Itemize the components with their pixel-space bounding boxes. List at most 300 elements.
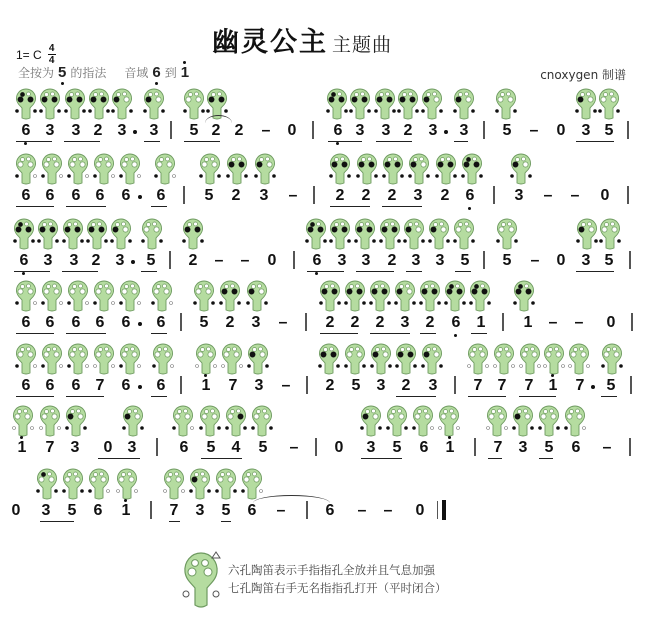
score-line-6 xyxy=(0,405,648,467)
ocarina-fingering-icon xyxy=(11,405,35,437)
ocarina-fingering-icon xyxy=(214,468,238,500)
ocarina-fingering-icon xyxy=(181,218,205,250)
ocarina-fingering-icon xyxy=(353,218,377,250)
note: 6 xyxy=(21,377,31,394)
ocarina-fingering-icon xyxy=(66,280,90,312)
ocarina-fingering-icon xyxy=(151,343,175,375)
ocarina-fingering-icon xyxy=(110,88,134,120)
ocarina-fingering-icon xyxy=(109,218,133,250)
note: 6 xyxy=(71,187,81,204)
score-line-5 xyxy=(0,343,648,405)
ocarina-fingering-icon xyxy=(468,280,492,312)
note: 7 xyxy=(95,377,105,394)
beam-underline xyxy=(382,206,422,207)
note: 0 xyxy=(600,187,610,204)
ocarina-fingering-icon xyxy=(542,343,566,375)
ocarina-fingering-icon xyxy=(537,405,561,437)
note: 5 xyxy=(204,187,214,204)
final-bar-line xyxy=(442,500,446,520)
ocarina-fingering-icon xyxy=(12,218,36,250)
ocarina-fingering-icon xyxy=(466,343,490,375)
note: 6 xyxy=(21,187,31,204)
note: 5 xyxy=(199,314,209,331)
note: 3 xyxy=(435,252,445,269)
note: 6 xyxy=(21,314,31,331)
ocarina-fingering-icon xyxy=(563,405,587,437)
beam-underline xyxy=(420,333,436,334)
ocarina-fingering-icon xyxy=(567,343,591,375)
note: 3 xyxy=(45,122,55,139)
note: 7 xyxy=(169,502,179,519)
ocarina-fingering-icon xyxy=(171,405,195,437)
beam-underline xyxy=(396,396,436,397)
note: 3 xyxy=(428,122,438,139)
note: 3 xyxy=(381,122,391,139)
bar-line xyxy=(312,121,314,139)
sustain-dash: – xyxy=(288,187,298,204)
note: 6 xyxy=(45,314,55,331)
note: 3 xyxy=(127,439,137,456)
score-line-3 xyxy=(0,218,648,280)
ocarina-fingering-icon xyxy=(92,280,116,312)
ocarina-fingering-icon xyxy=(188,468,212,500)
beam-underline xyxy=(169,521,180,522)
ocarina-fingering-icon xyxy=(485,405,509,437)
note: 5 xyxy=(146,252,156,269)
ocarina-fingering-icon xyxy=(597,88,621,120)
ocarina-fingering-icon xyxy=(61,468,85,500)
note: 6 xyxy=(179,439,189,456)
bar-line xyxy=(306,376,308,394)
note: 2 xyxy=(234,122,244,139)
note: 5 xyxy=(502,122,512,139)
fingering-info: 全按为 5 的指法 音域 6 到 1 xyxy=(18,64,190,81)
beam-underline xyxy=(406,271,422,272)
ocarina-fingering-icon xyxy=(460,153,484,185)
ocarina-fingering-icon xyxy=(369,343,393,375)
note: 7 xyxy=(493,439,503,456)
ocarina-fingering-icon xyxy=(64,405,88,437)
note: 3 xyxy=(115,252,125,269)
ocarina-fingering-icon xyxy=(343,343,367,375)
note: 6 xyxy=(95,187,105,204)
bar-line xyxy=(629,438,631,456)
bar-line xyxy=(169,251,171,269)
ocarina-fingering-icon xyxy=(87,468,111,500)
note: 2 xyxy=(387,187,397,204)
bar-line xyxy=(183,186,185,204)
page-title xyxy=(212,20,392,59)
note: 3 xyxy=(514,187,524,204)
note: 6 xyxy=(156,314,166,331)
ocarina-fingering-icon xyxy=(407,153,431,185)
ocarina-fingering-icon xyxy=(66,343,90,375)
ocarina-fingering-icon xyxy=(245,280,269,312)
note: 3 xyxy=(400,314,410,331)
ocarina-fingering-icon xyxy=(394,343,418,375)
ocarina-fingering-icon xyxy=(150,280,174,312)
ocarina-fingering-icon xyxy=(87,88,111,120)
note: 6 xyxy=(71,314,81,331)
ocarina-fingering-icon xyxy=(494,88,518,120)
beam-underline xyxy=(16,333,54,334)
ocarina-fingering-icon xyxy=(115,468,139,500)
bar-line xyxy=(454,376,456,394)
ocarina-fingering-icon xyxy=(36,218,60,250)
sustain-dash: – xyxy=(261,122,271,139)
ocarina-fingering-icon xyxy=(198,153,222,185)
ocarina-fingering-icon xyxy=(420,343,444,375)
beam-underline xyxy=(98,458,140,459)
ocarina-fingering-icon xyxy=(253,153,277,185)
ocarina-fingering-icon xyxy=(35,468,59,500)
sustain-dash: – xyxy=(574,314,584,331)
ocarina-fingering-icon xyxy=(574,88,598,120)
note: 2 xyxy=(225,314,235,331)
note: 5 xyxy=(502,252,512,269)
beam-underline xyxy=(151,396,167,397)
author-credit: cnoxygen 制谱 xyxy=(540,68,626,82)
time-signature: $\frac{4}{4}$ xyxy=(48,43,55,66)
bar-line xyxy=(150,501,152,519)
note: 5 xyxy=(392,439,402,456)
score-line-2 xyxy=(0,153,648,215)
beam-underline xyxy=(66,396,104,397)
ocarina-fingering-icon xyxy=(325,88,349,120)
beam-underline xyxy=(141,271,157,272)
note: 6 xyxy=(16,252,32,270)
sustain-dash: – xyxy=(548,314,558,331)
sustain-dash: – xyxy=(240,252,250,269)
bar-line xyxy=(293,251,295,269)
sustain-dash: – xyxy=(543,187,553,204)
note: 1 xyxy=(523,314,533,331)
note: 3 xyxy=(43,252,53,269)
note: 6 xyxy=(121,314,131,331)
ocarina-fingering-icon xyxy=(511,405,535,437)
title-sub: 主题曲 xyxy=(332,34,393,56)
ocarina-fingering-icon xyxy=(368,280,392,312)
bar-line xyxy=(305,313,307,331)
note: 3 xyxy=(518,439,528,456)
note: 6 xyxy=(419,439,429,456)
ocarina-fingering-icon xyxy=(40,153,64,185)
ocarina-fingering-icon xyxy=(198,405,222,437)
bar-line xyxy=(627,186,629,204)
beam-underline xyxy=(361,458,402,459)
note: 1 xyxy=(118,502,134,520)
note: 5 xyxy=(606,377,616,394)
note: 2 xyxy=(325,314,335,331)
note: 1 xyxy=(442,439,458,457)
beam-underline xyxy=(601,396,617,397)
note: 6 xyxy=(18,122,34,140)
ocarina-fingering-icon xyxy=(218,280,242,312)
ocarina-fingering-icon xyxy=(492,343,516,375)
note: 0 xyxy=(103,439,113,456)
beam-underline xyxy=(144,141,160,142)
score-line-1 xyxy=(0,88,648,150)
ocarina-fingering-icon xyxy=(224,405,248,437)
note: 6 xyxy=(156,377,166,394)
tie-arc xyxy=(253,495,330,503)
note: 6 xyxy=(121,187,131,204)
bar-line xyxy=(493,186,495,204)
ocarina-fingering-icon xyxy=(343,280,367,312)
note: 6 xyxy=(325,502,335,519)
ocarina-fingering-icon xyxy=(600,343,624,375)
ocarina-fingering-icon xyxy=(427,218,451,250)
beam-underline xyxy=(455,271,471,272)
sustain-dash: – xyxy=(281,377,291,394)
ocarina-fingering-icon xyxy=(92,153,116,185)
note: 6 xyxy=(121,377,131,394)
sustain-dash: – xyxy=(289,439,299,456)
ocarina-fingering-icon xyxy=(38,405,62,437)
note: 6 xyxy=(330,122,346,140)
note: 2 xyxy=(387,252,397,269)
note: 5 xyxy=(460,252,470,269)
note: 3 xyxy=(376,377,386,394)
note: 2 xyxy=(211,122,221,139)
note: 1 xyxy=(545,377,561,395)
note: 2 xyxy=(361,187,371,204)
sustain-dash: – xyxy=(278,314,288,331)
note: 3 xyxy=(581,252,591,269)
note: 0 xyxy=(556,122,566,139)
ocarina-fingering-icon xyxy=(434,153,458,185)
note: 3 xyxy=(70,439,80,456)
bar-line xyxy=(180,313,182,331)
beam-underline xyxy=(539,458,553,459)
beam-underline xyxy=(488,458,502,459)
ocarina-fingering-icon xyxy=(304,218,328,250)
beam-underline xyxy=(519,396,556,397)
beam-underline xyxy=(16,206,54,207)
note: 2 xyxy=(440,187,450,204)
note: 7 xyxy=(524,377,534,394)
ocarina-fingering-icon xyxy=(328,153,352,185)
bar-line xyxy=(629,251,631,269)
ocarina-fingering-icon xyxy=(153,153,177,185)
ocarina-fingering-icon xyxy=(40,280,64,312)
note: 7 xyxy=(575,377,585,394)
bar-line xyxy=(627,121,629,139)
note: 6 xyxy=(95,314,105,331)
ocarina-fingering-icon xyxy=(317,343,341,375)
note: 0 xyxy=(415,502,425,519)
beam-underline xyxy=(201,458,242,459)
note: 5 xyxy=(604,122,614,139)
bar-line xyxy=(306,501,308,519)
beam-underline xyxy=(62,271,98,272)
bar-line xyxy=(474,438,476,456)
ocarina-fingering-icon xyxy=(118,280,142,312)
ocarina-fingering-icon xyxy=(359,405,383,437)
ocarina-fingering-icon xyxy=(240,468,264,500)
note: 5 xyxy=(189,122,199,139)
note: 7 xyxy=(228,377,238,394)
note: 6 xyxy=(247,502,257,519)
note: 5 xyxy=(67,502,77,519)
note: 2 xyxy=(325,377,335,394)
bar-line xyxy=(630,376,632,394)
ocarina-fingering-icon xyxy=(194,343,218,375)
ocarina-fingering-icon xyxy=(118,343,142,375)
beam-underline xyxy=(40,521,74,522)
ocarina-fingering-icon xyxy=(402,218,426,250)
ocarina-fingering-icon xyxy=(92,343,116,375)
legend-ocarina-icon xyxy=(180,550,222,614)
note: 2 xyxy=(188,252,198,269)
score-line-4 xyxy=(0,280,648,342)
note: 2 xyxy=(425,314,435,331)
sustain-dash: – xyxy=(214,252,224,269)
beam-underline xyxy=(454,141,468,142)
sustain-dash: – xyxy=(276,502,286,519)
note: 0 xyxy=(11,502,21,519)
beam-underline xyxy=(468,396,506,397)
note: 3 xyxy=(413,187,423,204)
note: 3 xyxy=(41,502,51,519)
note: 5 xyxy=(544,439,554,456)
ocarina-fingering-icon xyxy=(518,343,542,375)
ocarina-fingering-icon xyxy=(63,88,87,120)
beam-underline xyxy=(184,141,220,142)
note: 2 xyxy=(375,314,385,331)
ocarina-fingering-icon xyxy=(14,88,38,120)
note: 3 xyxy=(69,252,79,269)
note: 3 xyxy=(581,122,591,139)
beam-underline xyxy=(221,521,231,522)
note: 6 xyxy=(309,252,325,270)
note: 3 xyxy=(355,122,365,139)
bar-line xyxy=(315,438,317,456)
sustain-dash: – xyxy=(602,439,612,456)
ocarina-fingering-icon xyxy=(575,218,599,250)
note: 5 xyxy=(351,377,361,394)
ocarina-fingering-icon xyxy=(318,280,342,312)
ocarina-fingering-icon xyxy=(385,405,409,437)
ocarina-fingering-icon xyxy=(396,88,420,120)
legend-note xyxy=(228,561,447,597)
beam-underline xyxy=(576,271,614,272)
ocarina-fingering-icon xyxy=(418,280,442,312)
bar-line xyxy=(170,121,172,139)
note: 1 xyxy=(14,439,30,457)
ocarina-fingering-icon xyxy=(443,280,467,312)
bar-line xyxy=(180,376,182,394)
beam-underline xyxy=(356,271,394,272)
note: 7 xyxy=(45,439,55,456)
ocarina-fingering-icon xyxy=(328,218,352,250)
ocarina-fingering-icon xyxy=(118,153,142,185)
note: 5 xyxy=(258,439,268,456)
range-low-note: 6 xyxy=(152,64,161,81)
beam-underline xyxy=(151,333,167,334)
note: 2 xyxy=(350,314,360,331)
ocarina-fingering-icon xyxy=(14,280,38,312)
note: 6 xyxy=(156,187,166,204)
beam-underline xyxy=(64,141,100,142)
score-line-7 xyxy=(0,468,648,530)
beam-underline xyxy=(576,141,614,142)
beam-underline xyxy=(471,333,487,334)
ocarina-fingering-icon xyxy=(420,88,444,120)
note: 0 xyxy=(334,439,344,456)
ocarina-fingering-icon xyxy=(509,153,533,185)
legend-line-1: 六孔陶笛表示手指指孔全放并且气息加强 xyxy=(228,563,435,577)
legend-line-2: 七孔陶笛右手无名指指孔打开（平时闭合） xyxy=(228,581,447,595)
beam-underline xyxy=(330,206,370,207)
note: 6 xyxy=(93,502,103,519)
note: 3 xyxy=(361,252,371,269)
fingering-note: 5 xyxy=(58,64,67,81)
note: 3 xyxy=(411,252,421,269)
sustain-dash: – xyxy=(383,502,393,519)
ocarina-fingering-icon xyxy=(182,88,206,120)
bar-line xyxy=(502,313,504,331)
sustain-dash: – xyxy=(357,502,367,519)
ocarina-fingering-icon xyxy=(393,280,417,312)
ocarina-fingering-icon xyxy=(452,218,476,250)
note: 3 xyxy=(195,502,205,519)
beam-underline xyxy=(328,141,362,142)
beam-underline xyxy=(307,271,344,272)
bar-line xyxy=(483,251,485,269)
ocarina-fingering-icon xyxy=(192,280,216,312)
note: 3 xyxy=(117,122,127,139)
ocarina-fingering-icon xyxy=(512,280,536,312)
ocarina-fingering-icon xyxy=(61,218,85,250)
note: 6 xyxy=(71,377,81,394)
beam-underline xyxy=(320,333,358,334)
ocarina-fingering-icon xyxy=(220,343,244,375)
note: 1 xyxy=(476,314,486,331)
note: 3 xyxy=(459,122,469,139)
note: 3 xyxy=(259,187,269,204)
key-signature xyxy=(16,44,56,65)
bar-line xyxy=(156,438,158,456)
note: 3 xyxy=(366,439,376,456)
note: 0 xyxy=(267,252,277,269)
ocarina-fingering-icon xyxy=(373,88,397,120)
note: 6 xyxy=(448,314,464,332)
bar-line xyxy=(631,313,633,331)
note: 3 xyxy=(337,252,347,269)
beam-underline xyxy=(16,396,54,397)
ocarina-fingering-icon xyxy=(142,88,166,120)
ocarina-fingering-icon xyxy=(378,218,402,250)
beam-underline xyxy=(16,141,52,142)
ocarina-fingering-icon xyxy=(121,405,145,437)
ocarina-fingering-icon xyxy=(38,88,62,120)
note: 2 xyxy=(335,187,345,204)
note: 3 xyxy=(251,314,261,331)
ocarina-fingering-icon xyxy=(225,153,249,185)
ocarina-fingering-icon xyxy=(437,405,461,437)
range-high-note: 1 xyxy=(180,64,190,81)
ocarina-fingering-icon xyxy=(348,88,372,120)
ocarina-fingering-icon xyxy=(355,153,379,185)
ocarina-fingering-icon xyxy=(411,405,435,437)
note: 3 xyxy=(149,122,159,139)
beam-underline xyxy=(151,206,167,207)
note: 6 xyxy=(462,187,478,205)
note: 1 xyxy=(198,377,214,395)
key-label: 1= C xyxy=(16,47,42,62)
sustain-dash: – xyxy=(529,122,539,139)
